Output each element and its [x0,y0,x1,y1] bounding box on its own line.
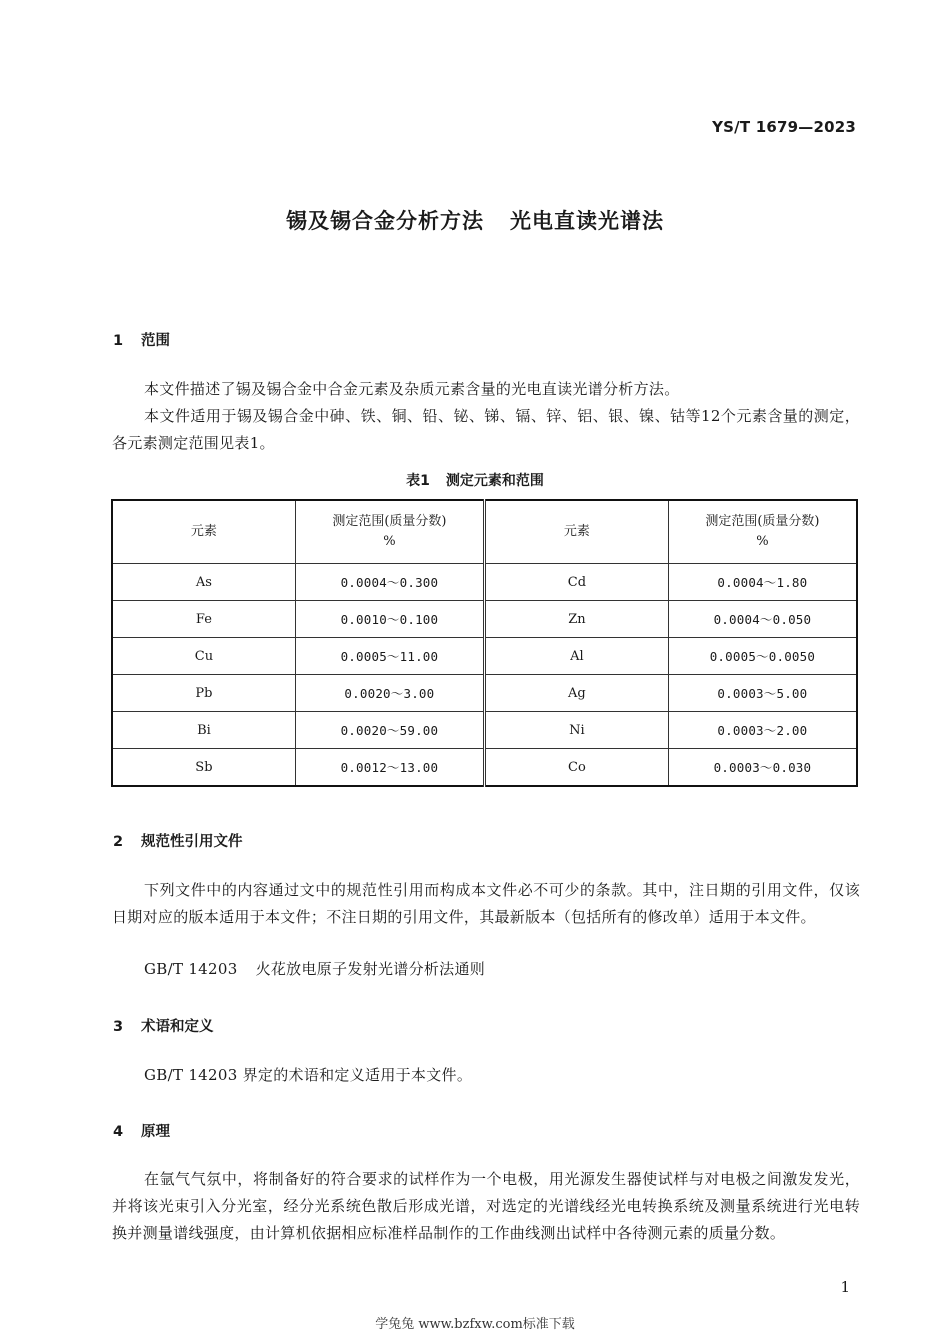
range-cell: 0.0005～0.0050 [668,638,857,675]
range-cell: 0.0003～0.030 [668,749,857,787]
table-row [112,749,857,787]
header-range-unit: % [756,534,769,549]
element-cell: Fe [112,601,295,638]
paragraph: 本文件描述了锡及锡合金中合金元素及杂质元素含量的光电直读光谱分析方法。 [144,380,680,398]
section-heading [113,830,243,851]
title-part-2: 光电直读光谱法 [510,209,664,233]
range-cell: 0.0005～11.00 [295,638,484,675]
element-cell: Zn [484,601,668,638]
watermark: 学兔兔 www.bzfxw.com标准下载 [375,1317,575,1332]
header-element: 元素 [112,500,295,564]
range-cell: 0.0004～0.300 [295,564,484,601]
paragraph: GB/T 14203 界定的术语和定义适用于本文件。 [144,1066,473,1084]
normative-reference [144,958,485,979]
range-cell: 0.0004～1.80 [668,564,857,601]
header-range-unit: % [383,534,396,549]
range-cell: 0.0003～2.00 [668,712,857,749]
element-cell: Al [484,638,668,675]
element-cell: As [112,564,295,601]
element-cell: Cu [112,638,295,675]
title-part-1: 锡及锡合金分析方法 [286,209,484,233]
element-cell: Co [484,749,668,787]
header-range-line1: 测定范围(质量分数) [705,514,820,529]
table-caption-title: 测定元素和范围 [445,473,544,489]
table-header-row [112,500,857,564]
range-cell: 0.0020～3.00 [295,675,484,712]
element-cell: Ni [484,712,668,749]
table-caption [0,470,950,490]
table-row [112,712,857,749]
section-title: 术语和定义 [141,1019,214,1035]
table-row [112,638,857,675]
reference-title: 火花放电原子发射光谱分析法通则 [255,960,486,978]
paragraph: 下列文件中的内容通过文中的规范性引用而构成本文件必不可少的条款。其中，注日期的引用文件，仅该日期对应的版本适用于本文件；不注日期的引用文件，其最新版本（包括所有的修改单）适用于本文件。 [112,881,860,926]
section-heading [113,329,170,350]
page-number: 1 [840,1278,850,1296]
section-title: 规范性引用文件 [141,834,243,850]
table-row [112,675,857,712]
range-cell: 0.0003～5.00 [668,675,857,712]
reference-code: GB/T 14203 [144,960,238,978]
element-cell: Ag [484,675,668,712]
section-title: 范围 [141,333,170,349]
header-range [295,500,484,564]
element-range-table [111,499,858,787]
header-range-line1: 测定范围(质量分数) [332,514,447,529]
element-cell: Cd [484,564,668,601]
document-title [0,205,950,235]
paragraph: 在氩气气氛中，将制备好的符合要求的试样作为一个电极，用光源发生器使试样与对电极之间激发发光，并将该光束引入分光室，经分光系统色散后形成光谱，对选定的光谱线经光电转换系统及测量系统进行光电转换并测量谱线强度，由计算机依据相应标准样品制作的工作曲线测出试样中各待测元素的质量分数。 [112,1170,860,1242]
table-caption-label: 表1 [406,473,430,489]
section-heading [113,1015,214,1036]
range-cell: 0.0004～0.050 [668,601,857,638]
element-cell: Bi [112,712,295,749]
section-number: 3 [113,1019,124,1035]
range-cell: 0.0020～59.00 [295,712,484,749]
element-cell: Pb [112,675,295,712]
header-element: 元素 [484,500,668,564]
header-range [668,500,857,564]
range-cell: 0.0010～0.100 [295,601,484,638]
section-title: 原理 [141,1124,170,1140]
section-number: 2 [113,834,124,850]
element-cell: Sb [112,749,295,787]
range-cell: 0.0012～13.00 [295,749,484,787]
standard-number: YS/T 1679—2023 [712,118,856,136]
table-row [112,601,857,638]
section-heading [113,1120,170,1141]
section-number: 4 [113,1124,124,1140]
table-row [112,564,857,601]
paragraph: 本文件适用于锡及锡合金中砷、铁、铜、铅、铋、锑、镉、锌、铝、银、镍、钴等12个元素含量的测定，各元素测定范围见表1。 [112,407,860,452]
section-number: 1 [113,333,124,349]
